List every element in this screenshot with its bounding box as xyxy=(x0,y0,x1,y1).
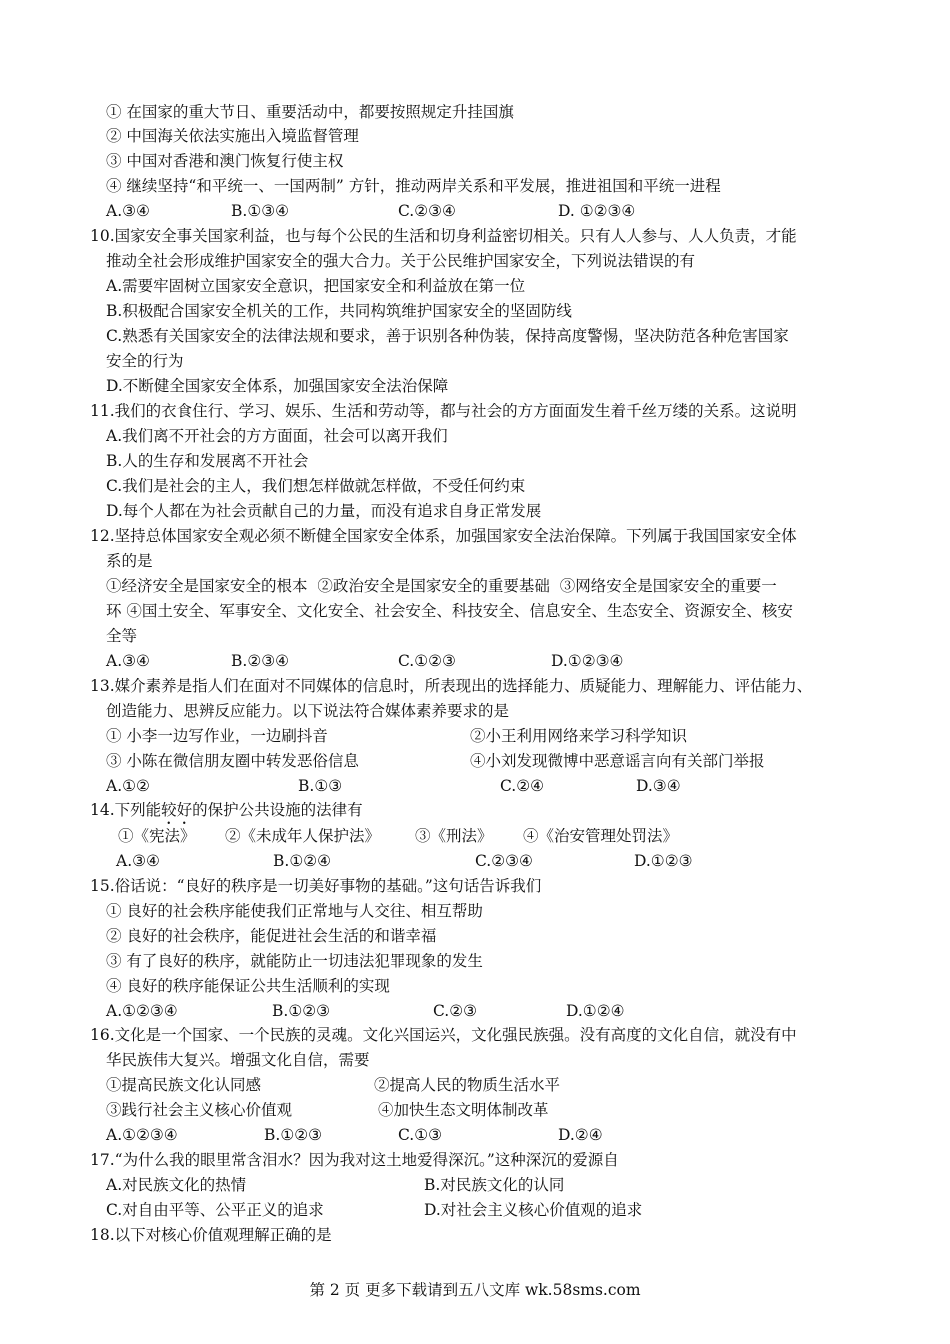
q11-option-d: D.每个人都在为社会贡献自己的力量，而没有追求自身正常发展 xyxy=(106,502,542,520)
q17-option-d: D.对社会主义核心价值观的追求 xyxy=(424,1201,643,1219)
q9-choice-d: D. ①②③④ xyxy=(558,202,636,220)
q12-item-line-3: 全等 xyxy=(106,627,138,645)
q12-choice-c: C.①②③ xyxy=(398,652,456,670)
q14-choice-b: B.①②④ xyxy=(273,852,332,870)
q12-choice-d: D.①②③④ xyxy=(551,652,624,670)
q12-choice-a: A.③④ xyxy=(106,652,150,670)
q14-item-4: ④《治安管理处罚法》 xyxy=(523,827,679,845)
q15-item-4: ④ 良好的秩序能保证公共生活顺利的实现 xyxy=(106,977,390,995)
q13-stem-1: 13.媒介素养是指人们在面对不同媒体的信息时，所表现出的选择能力、质疑能力、理解能力、评估能力、 xyxy=(90,677,813,695)
q12-stem-2: 系的是 xyxy=(106,552,153,570)
q10-option-c: C.熟悉有关国家安全的法律法规和要求，善于识别各种伪装，保持高度警惕，坚决防范各种危害国家 xyxy=(106,327,789,345)
q16-choice-d: D.②④ xyxy=(558,1126,603,1144)
q11-option-a: A.我们离不开社会的方方面面，社会可以离开我们 xyxy=(106,427,448,445)
q16-choice-b: B.①②③ xyxy=(264,1126,323,1144)
q13-choice-c: C.②④ xyxy=(500,777,545,795)
q10-option-c-cont: 安全的行为 xyxy=(106,352,184,370)
q12-choice-b: B.②③④ xyxy=(231,652,290,670)
q14-choice-d: D.①②③ xyxy=(634,852,693,870)
q9-choice-b: B.①③④ xyxy=(231,202,290,220)
q14-stem-emphasis: 较好 xyxy=(161,801,193,819)
q16-choice-a: A.①②③④ xyxy=(106,1126,178,1144)
q16-item-3: ③践行社会主义核心价值观 xyxy=(106,1101,293,1119)
q14-item-1: ①《宪法》 xyxy=(118,827,196,845)
q15-item-2: ② 良好的社会秩序，能促进社会生活的和谐幸福 xyxy=(106,927,437,945)
q11-option-c: C.我们是社会的主人，我们想怎样做就怎样做，不受任何约束 xyxy=(106,477,526,495)
q16-stem-2: 华民族伟大复兴。增强文化自信，需要 xyxy=(106,1051,370,1069)
q15-item-1: ① 良好的社会秩序能使我们正常地与人交往、相互帮助 xyxy=(106,902,483,920)
q12-item-line-1: ①经济安全是国家安全的根本 ②政治安全是国家安全的重要基础 ③网络安全是国家安全的重要一 xyxy=(106,577,777,595)
q14-item-2: ②《未成年人保护法》 xyxy=(225,827,381,845)
q14-item-3: ③《刑法》 xyxy=(415,827,493,845)
q16-item-4: ④加快生态文明体制改革 xyxy=(378,1101,549,1119)
q16-choice-c: C.①③ xyxy=(398,1126,443,1144)
q14-stem-part-a: 14.下列能 xyxy=(90,801,162,819)
q15-choice-a: A.①②③④ xyxy=(106,1002,178,1020)
q17-option-b: B.对民族文化的认同 xyxy=(424,1176,565,1194)
q14-stem xyxy=(90,800,363,828)
q15-stem: 15.俗话说：“良好的秩序是一切美好事物的基础。”这句话告诉我们 xyxy=(90,877,542,895)
q17-option-c: C.对自由平等、公平正义的追求 xyxy=(106,1201,324,1219)
q13-choice-d: D.③④ xyxy=(636,777,681,795)
q10-option-a: A.需要牢固树立国家安全意识，把国家安全和利益放在第一位 xyxy=(106,277,526,295)
q10-option-b: B.积极配合国家安全机关的工作，共同构筑维护国家安全的坚固防线 xyxy=(106,302,572,320)
q9-item-2: ② 中国海关依法实施出入境监督管理 xyxy=(106,127,359,145)
q13-item-1: ① 小李一边写作业，一边刷抖音 xyxy=(106,727,328,745)
q17-stem: 17.“为什么我的眼里常含泪水？因为我对这土地爱得深沉。”这种深沉的爱源自 xyxy=(90,1151,619,1169)
q14-choice-c: C.②③④ xyxy=(475,852,533,870)
q16-item-1: ①提高民族文化认同感 xyxy=(106,1076,262,1094)
q16-item-2: ②提高人民的物质生活水平 xyxy=(374,1076,561,1094)
q12-item-line-2: 环 ④国土安全、军事安全、文化安全、社会安全、科技安全、信息安全、生态安全、资源安全、核安 xyxy=(106,602,793,620)
q10-stem-2: 推动全社会形成维护国家安全的强大合力。关于公民维护国家安全，下列说法错误的有 xyxy=(106,252,696,270)
q15-choice-b: B.①②③ xyxy=(272,1002,331,1020)
q15-item-3: ③ 有了良好的秩序，就能防止一切违法犯罪现象的发生 xyxy=(106,952,483,970)
q11-option-b: B.人的生存和发展离不开社会 xyxy=(106,452,309,470)
q18-stem: 18.以下对核心价值观理解正确的是 xyxy=(90,1226,332,1244)
q9-item-4: ④ 继续坚持“和平统一、一国两制” 方针，推动两岸关系和平发展，推进祖国和平统一进程 xyxy=(106,177,721,195)
q9-item-1: ① 在国家的重大节日、重要活动中，都要按照规定升挂国旗 xyxy=(106,103,514,121)
q13-item-2: ②小王利用网络来学习科学知识 xyxy=(470,727,688,745)
q10-stem-1: 10.国家安全事关国家利益，也与每个公民的生活和切身利益密切相关。只有人人参与、人人负责，才能 xyxy=(90,227,797,245)
q9-choice-a: A.③④ xyxy=(106,202,150,220)
q10-option-d: D.不断健全国家安全体系，加强国家安全法治保障 xyxy=(106,377,449,395)
q13-item-3: ③ 小陈在微信朋友圈中转发恶俗信息 xyxy=(106,752,359,770)
q13-choice-b: B.①③ xyxy=(298,777,343,795)
q11-stem: 11.我们的衣食住行、学习、娱乐、生活和劳动等，都与社会的方方面面发生着千丝万缕的关系。这说明 xyxy=(90,402,797,420)
q14-choice-a: A.③④ xyxy=(116,852,160,870)
q17-option-a: A.对民族文化的热情 xyxy=(106,1176,247,1194)
q13-stem-2: 创造能力、思辨反应能力。以下说法符合媒体素养要求的是 xyxy=(106,702,510,720)
q16-stem-1: 16.文化是一个国家、一个民族的灵魂。文化兴国运兴，文化强民族强。没有高度的文化自信，就没有中 xyxy=(90,1026,797,1044)
q13-item-4: ④小刘发现微博中恶意谣言向有关部门举报 xyxy=(470,752,765,770)
q14-stem-part-b: 的保护公共设施的法律有 xyxy=(192,801,363,819)
q15-choice-c: C.②③ xyxy=(433,1002,478,1020)
q15-choice-d: D.①②④ xyxy=(566,1002,625,1020)
page-footer: 第 2 页 更多下载请到五八文库 wk.58sms.com xyxy=(309,1281,641,1299)
q12-stem-1: 12.坚持总体国家安全观必须不断健全国家安全体系，加强国家安全法治保障。下列属于我国国家安全体 xyxy=(90,527,797,545)
q9-choice-c: C.②③④ xyxy=(398,202,456,220)
q13-choice-a: A.①② xyxy=(106,777,150,795)
q9-item-3: ③ 中国对香港和澳门恢复行使主权 xyxy=(106,152,344,170)
